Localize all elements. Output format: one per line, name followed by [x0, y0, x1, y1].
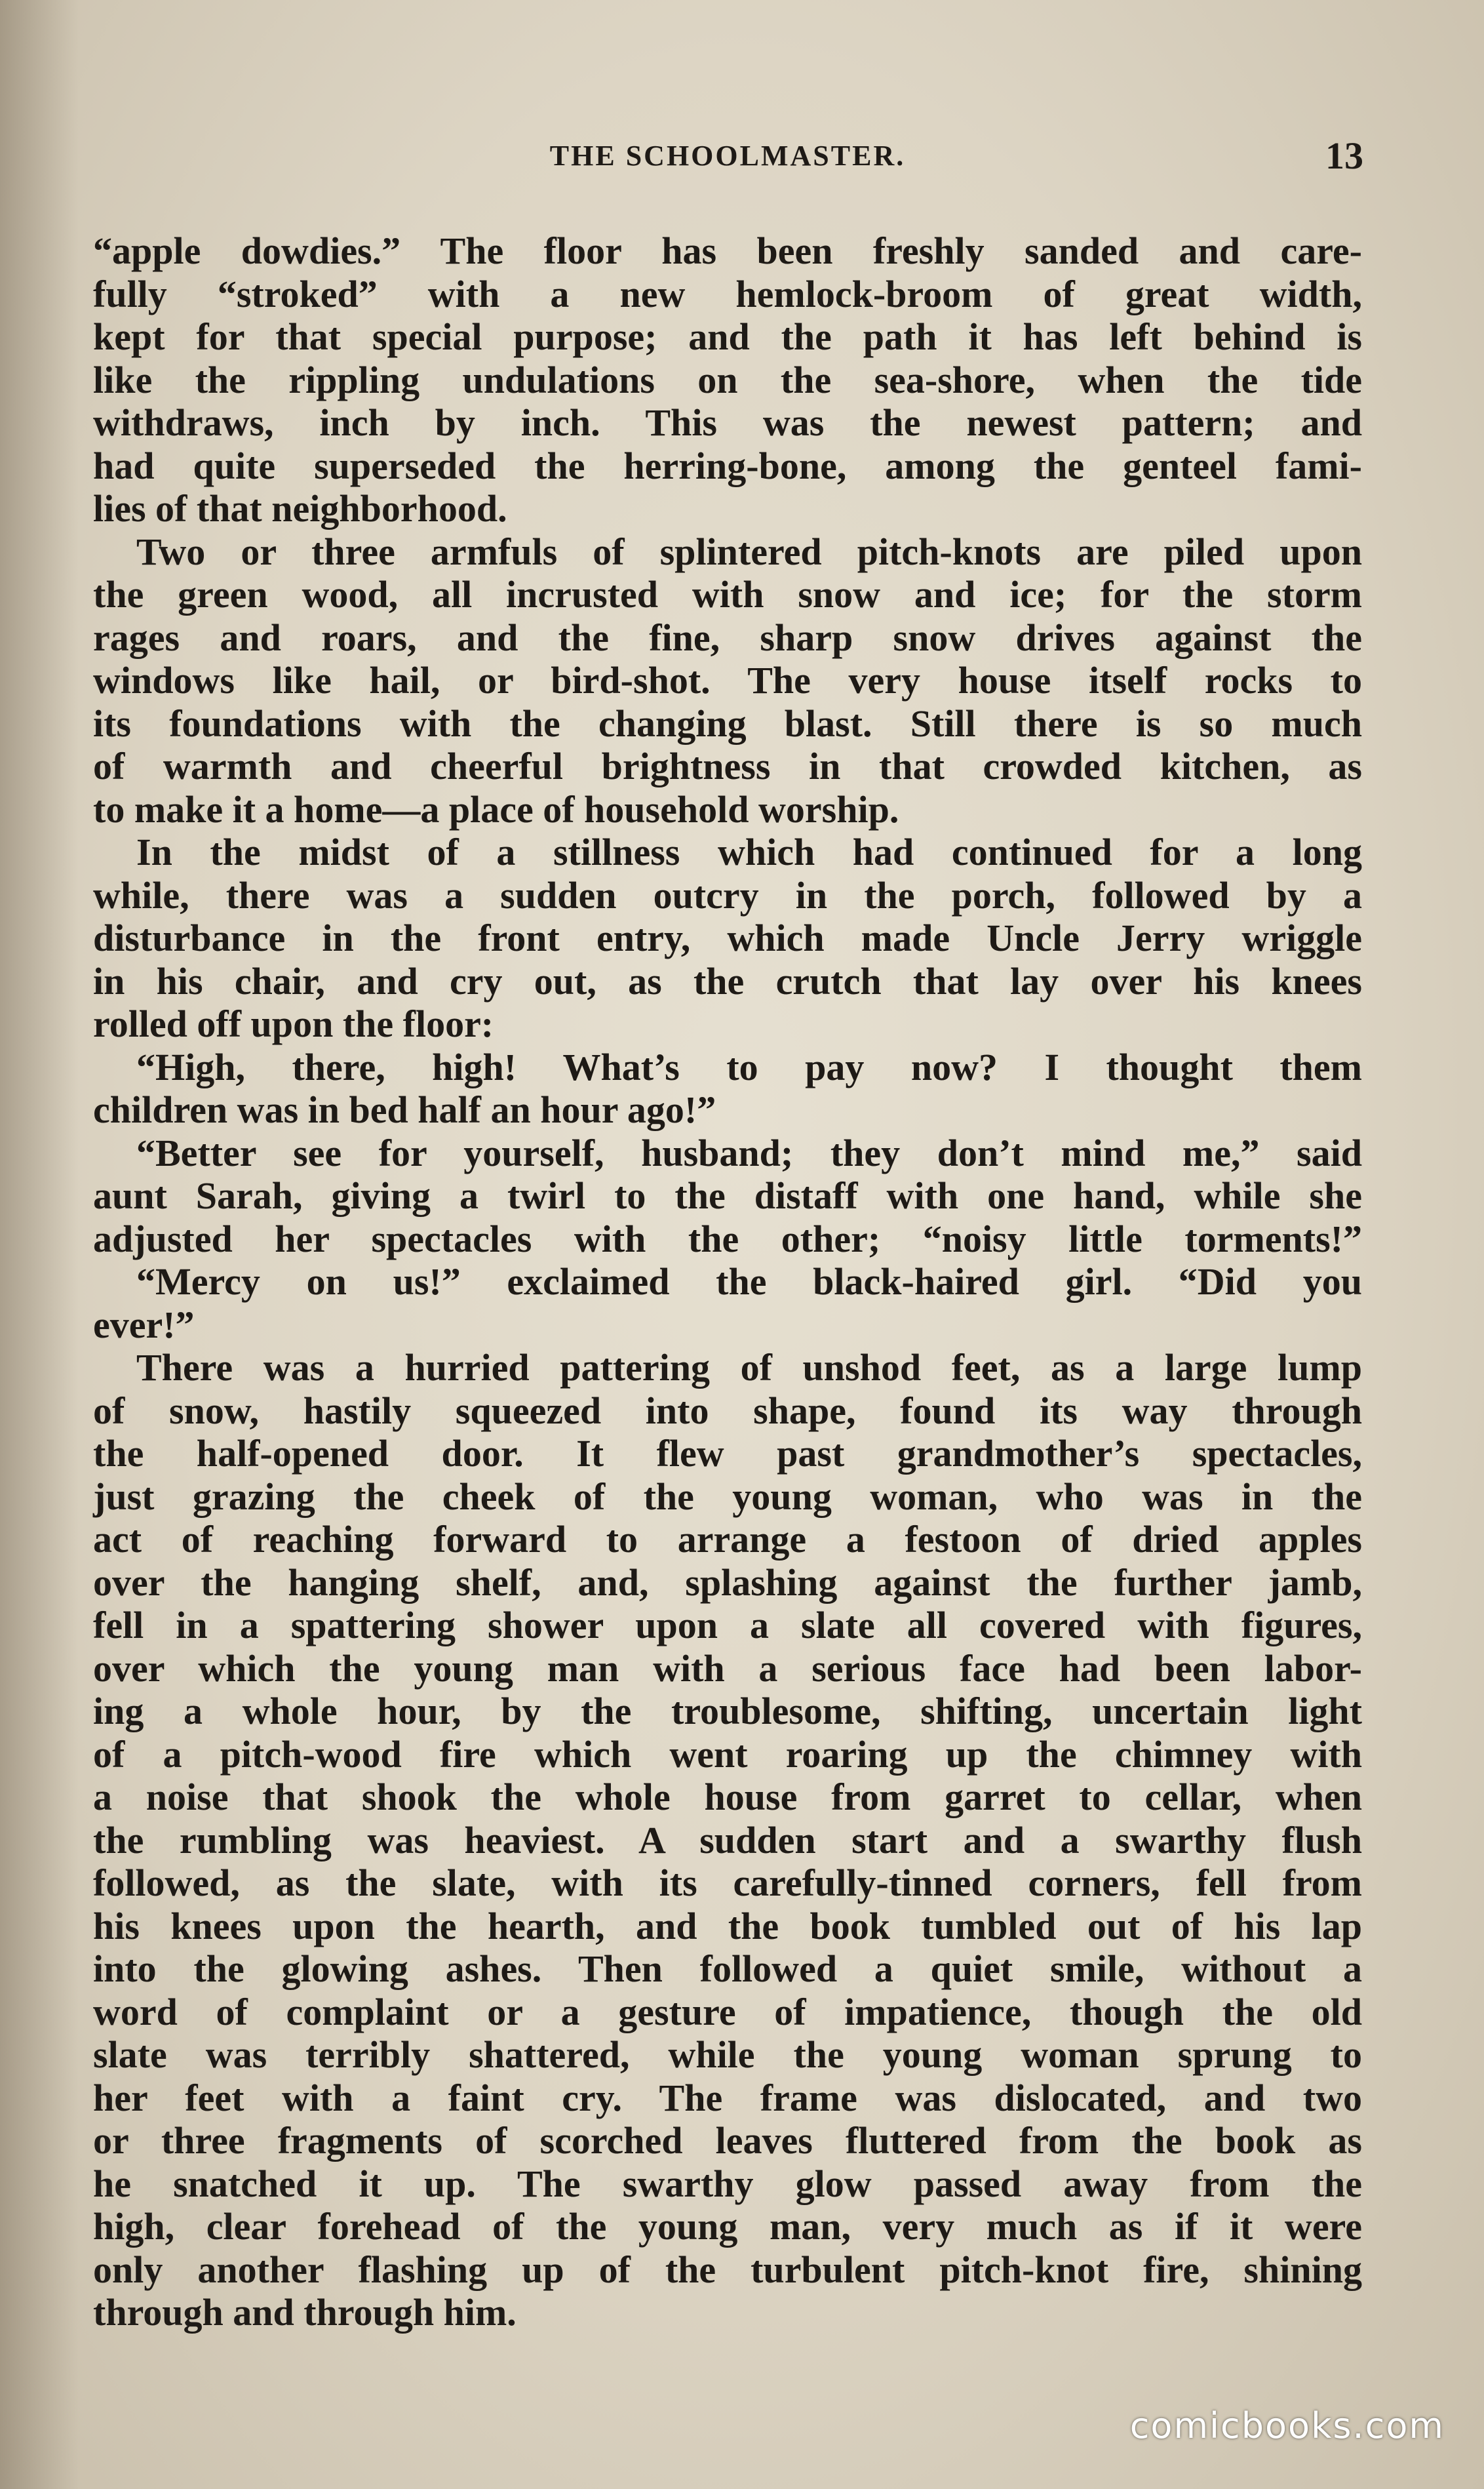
text-line: “apple dowdies.” The floor has been freshly sanded and care-	[93, 229, 1362, 272]
text-line: only another flashing up of the turbulent pitch-knot fire, shining	[93, 2248, 1362, 2291]
text-line: disturbance in the front entry, which made Uncle Jerry wriggle	[93, 917, 1362, 959]
text-line: lies of that neighborhood.	[93, 487, 507, 530]
text-line: or three fragments of scorched leaves fluttered from the book as	[93, 2119, 1362, 2162]
text-line: fell in a spattering shower upon a slate all covered with figures,	[93, 1604, 1362, 1646]
page-number: 13	[1325, 134, 1363, 177]
text-line: rages and roars, and the fine, sharp snow drives against the	[93, 616, 1362, 659]
text-line: act of reaching forward to arrange a festoon of dried apples	[93, 1518, 1362, 1561]
page-header	[92, 134, 1363, 185]
text-line: withdraws, inch by inch. This was the newest pattern; and	[93, 401, 1362, 444]
text-line: the rumbling was heaviest. A sudden start and a swarthy flush	[93, 1818, 1362, 1862]
text-line: his knees upon the hearth, and the book tumbled out of his lap	[93, 1904, 1362, 1947]
page-edge-shadow	[0, 0, 79, 2489]
text-line: of warmth and cheerful brightness in that crowded kitchen, as	[93, 745, 1362, 787]
text-line: her feet with a faint cry. The frame was dislocated, and two	[93, 2076, 1362, 2119]
text-line: just grazing the cheek of the young woman, who was in the	[93, 1475, 1362, 1518]
text-line: windows like hail, or bird-shot. The very house itself rocks to	[93, 659, 1362, 702]
text-line: over the hanging shelf, and, splashing against the further jamb,	[93, 1561, 1362, 1604]
text-line: rolled off upon the floor:	[93, 1003, 494, 1045]
text-line: “Better see for yourself, husband; they don’t mind me,” said	[136, 1131, 1362, 1174]
text-line: the half-opened door. It flew past grandmother’s spectacles,	[93, 1432, 1362, 1475]
text-line: “High, there, high! What’s to pay now? I thought them	[136, 1045, 1362, 1088]
text-line: “Mercy on us!” exclaimed the black-haired girl. “Did you	[136, 1260, 1362, 1303]
text-line: kept for that special purpose; and the path it has left behind is	[93, 315, 1362, 358]
body-text	[93, 229, 1362, 2334]
text-line: a noise that shook the whole house from garret to cellar, when	[93, 1776, 1362, 1818]
text-line: aunt Sarah, giving a twirl to the distaff with one hand, while she	[93, 1174, 1362, 1217]
running-head: THE SCHOOLMASTER.	[549, 140, 906, 172]
text-line: in his chair, and cry out, as the crutch that lay over his knees	[93, 959, 1362, 1003]
text-line: Two or three armfuls of splintered pitch-knots are piled upon	[136, 530, 1362, 573]
text-line: he snatched it up. The swarthy glow passed away from the	[93, 2162, 1362, 2205]
text-line: children was in bed half an hour ago!”	[93, 1088, 716, 1131]
text-line: word of complaint or a gesture of impatience, though the old	[93, 1990, 1362, 2033]
text-line: through and through him.	[93, 2291, 517, 2334]
text-line: ever!”	[93, 1303, 195, 1346]
text-line: had quite superseded the herring-bone, among the genteel fami-	[93, 444, 1362, 487]
text-line: over which the young man with a serious face had been labor-	[93, 1646, 1362, 1690]
text-line: while, there was a sudden outcry in the porch, followed by a	[93, 873, 1362, 917]
text-line: its foundations with the changing blast. Still there is so much	[93, 702, 1362, 745]
watermark: comicbooks.com	[1129, 2405, 1445, 2446]
text-line: like the rippling undulations on the sea-shore, when the tide	[93, 358, 1362, 401]
text-line: adjusted her spectacles with the other; “noisy little torments!”	[93, 1217, 1362, 1260]
text-line: of snow, hastily squeezed into shape, found its way through	[93, 1389, 1362, 1432]
text-line: to make it a home—a place of household worship.	[93, 787, 899, 831]
text-line: ing a whole hour, by the troublesome, shifting, uncertain light	[93, 1690, 1362, 1732]
text-line: of a pitch-wood fire which went roaring up the chimney with	[93, 1732, 1362, 1776]
text-line: followed, as the slate, with its carefully-tinned corners, fell from	[93, 1862, 1362, 1904]
text-line: into the glowing ashes. Then followed a quiet smile, without a	[93, 1947, 1362, 1990]
text-line: There was a hurried pattering of unshod feet, as a large lump	[136, 1346, 1362, 1389]
text-line: slate was terribly shattered, while the young woman sprung to	[93, 2033, 1362, 2076]
text-line: fully “stroked” with a new hemlock-broom of great width,	[93, 272, 1362, 315]
text-line: high, clear forehead of the young man, very much as if it were	[93, 2205, 1362, 2248]
text-line: In the midst of a stillness which had continued for a long	[136, 831, 1362, 873]
text-line: the green wood, all incrusted with snow and ice; for the storm	[93, 573, 1362, 616]
